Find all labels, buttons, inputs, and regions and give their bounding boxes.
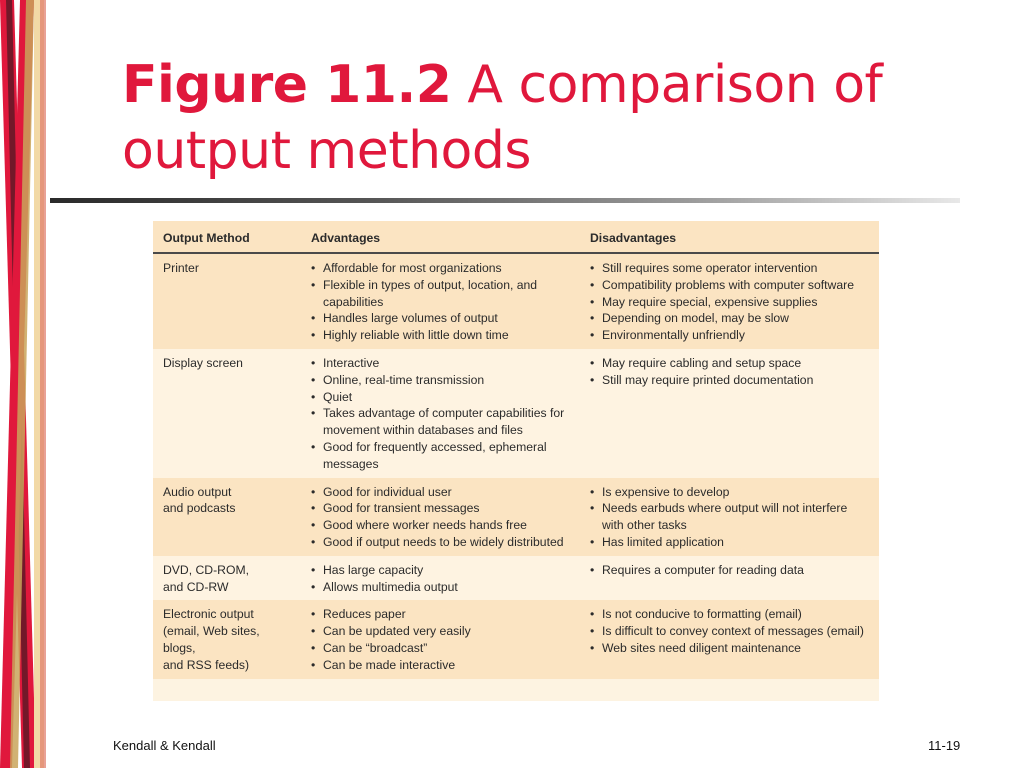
- table-row: [153, 600, 879, 678]
- list-item: • May require cabling and setup space: [590, 355, 869, 372]
- list-item: • Interactive: [311, 355, 570, 372]
- list-item: • Is expensive to develop: [590, 484, 869, 501]
- list-item: • Online, real-time transmission: [311, 372, 570, 389]
- cell-disadvantages: [580, 349, 879, 478]
- disadvantages-list: [590, 562, 869, 579]
- title-divider: [50, 198, 960, 203]
- list-item: • Good for transient messages: [311, 500, 570, 517]
- list-item: • Environmentally unfriendly: [590, 327, 869, 344]
- list-item: • Still may require printed documentation: [590, 372, 869, 389]
- list-item: • Can be updated very easily: [311, 623, 570, 640]
- slide-title: [122, 52, 1002, 184]
- list-item: • Has large capacity: [311, 562, 570, 579]
- cell-disadvantages: [580, 478, 879, 556]
- cell-output-method: Electronic output (email, Web sites, blogs, and RSS feeds): [153, 600, 301, 678]
- cell-disadvantages: [580, 253, 879, 349]
- list-item: • Is not conducive to formatting (email): [590, 606, 869, 623]
- list-item: • Good for frequently accessed, ephemeral messages: [311, 439, 570, 473]
- decorative-stripe: [0, 0, 48, 768]
- disadvantages-list: [590, 260, 869, 344]
- list-item: • Good where worker needs hands free: [311, 517, 570, 534]
- header-output-method: Output Method: [153, 221, 301, 253]
- list-item: • Can be made interactive: [311, 657, 570, 674]
- disadvantages-list: [590, 355, 869, 389]
- cell-advantages: [301, 478, 580, 556]
- cell-disadvantages: [580, 556, 879, 601]
- disadvantages-list: [590, 606, 869, 656]
- footer-page-number: 11-19: [928, 738, 961, 753]
- list-item: • Good if output needs to be widely distributed: [311, 534, 570, 551]
- table-row: [153, 556, 879, 601]
- list-item: • Good for individual user: [311, 484, 570, 501]
- table-row: [153, 478, 879, 556]
- advantages-list: [311, 606, 570, 673]
- list-item: • Can be “broadcast”: [311, 640, 570, 657]
- header-advantages: Advantages: [301, 221, 580, 253]
- list-item: • Compatibility problems with computer software: [590, 277, 869, 294]
- list-item: • Takes advantage of computer capabilities for movement within databases and files: [311, 405, 570, 439]
- list-item: • Quiet: [311, 389, 570, 406]
- comparison-table-container: [153, 221, 879, 701]
- list-item: • Needs earbuds where output will not interfere with other tasks: [590, 500, 869, 534]
- comparison-table: [153, 221, 879, 679]
- cell-advantages: [301, 600, 580, 678]
- advantages-list: [311, 260, 570, 344]
- list-item: • Affordable for most organizations: [311, 260, 570, 277]
- cell-disadvantages: [580, 600, 879, 678]
- cell-advantages: [301, 556, 580, 601]
- header-disadvantages: Disadvantages: [580, 221, 879, 253]
- table-row: [153, 253, 879, 349]
- list-item: • Still requires some operator intervention: [590, 260, 869, 277]
- table-header-row: [153, 221, 879, 253]
- table-row: [153, 349, 879, 478]
- list-item: • Has limited application: [590, 534, 869, 551]
- title-figure-number: Figure 11.2: [122, 55, 452, 115]
- cell-output-method: Printer: [153, 253, 301, 349]
- footer-author: Kendall & Kendall: [113, 738, 216, 753]
- list-item: • Is difficult to convey context of messages (email): [590, 623, 869, 640]
- list-item: • May require special, expensive supplies: [590, 294, 869, 311]
- list-item: • Requires a computer for reading data: [590, 562, 869, 579]
- list-item: • Handles large volumes of output: [311, 310, 570, 327]
- title-text: A comparison of output methods: [122, 55, 883, 181]
- cell-output-method: Audio output and podcasts: [153, 478, 301, 556]
- advantages-list: [311, 355, 570, 473]
- cell-advantages: [301, 349, 580, 478]
- list-item: • Flexible in types of output, location, and capabilities: [311, 277, 570, 311]
- list-item: • Depending on model, may be slow: [590, 310, 869, 327]
- list-item: • Allows multimedia output: [311, 579, 570, 596]
- cell-advantages: [301, 253, 580, 349]
- disadvantages-list: [590, 484, 869, 551]
- advantages-list: [311, 562, 570, 596]
- advantages-list: [311, 484, 570, 551]
- cell-output-method: DVD, CD-ROM, and CD-RW: [153, 556, 301, 601]
- cell-output-method: Display screen: [153, 349, 301, 478]
- list-item: • Web sites need diligent maintenance: [590, 640, 869, 657]
- list-item: • Reduces paper: [311, 606, 570, 623]
- list-item: • Highly reliable with little down time: [311, 327, 570, 344]
